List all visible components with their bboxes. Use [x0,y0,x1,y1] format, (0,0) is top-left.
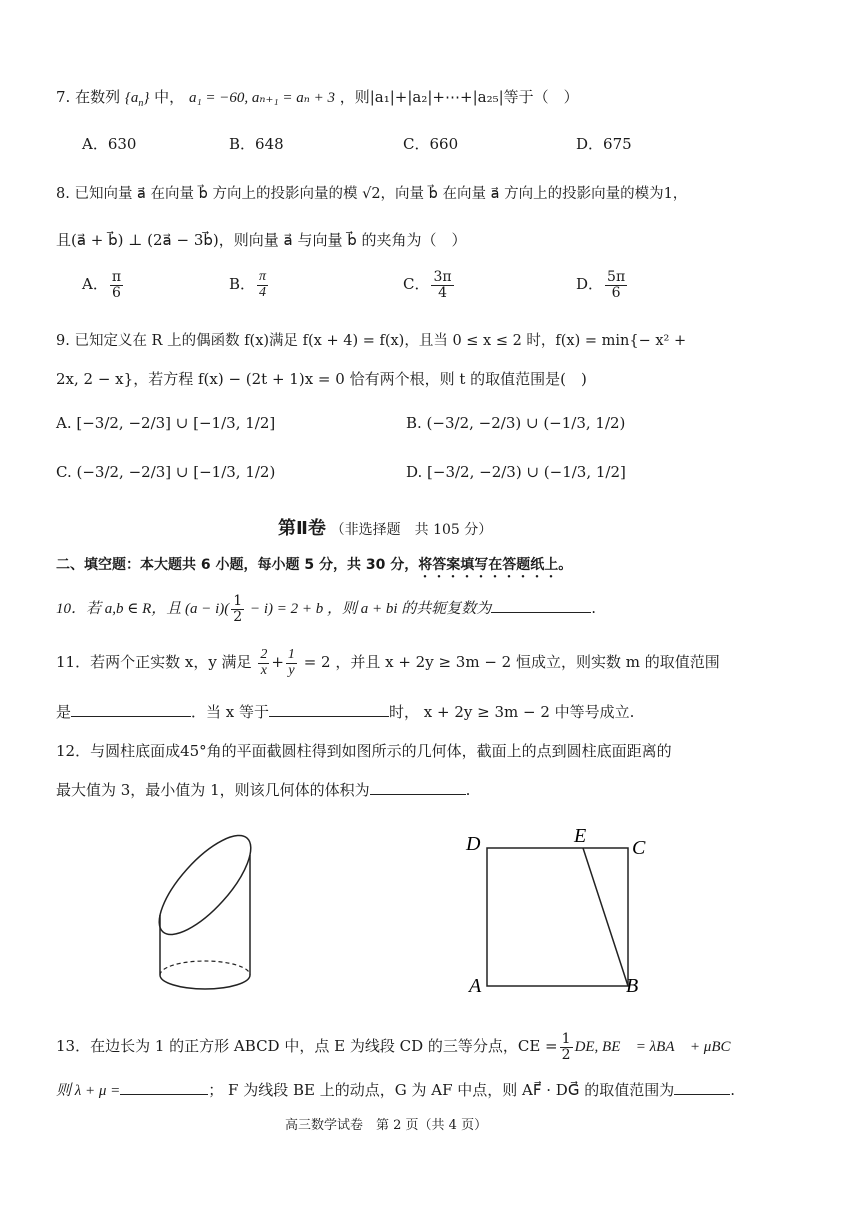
page-footer: 高三数学试卷 第 2 页（共 4 页） [285,1118,488,1133]
q12-line-2: 最大值为 3，最小值为 1，则该几何体的体积为 . [56,778,470,800]
q7-stem [56,86,579,109]
q7-choice-b: B．648 [229,135,284,153]
q13-line-1: 13．在边长为 1 的正方形 ABCD 中，点 E 为线段 CD 的三等分点，CE = $\frac{1}{2}$ DE, BE⃗ = λBA⃗ + μBC⃗ ， [56,1031,758,1063]
fill-in-instructions: 二、填空题：本大题共 6 小题，每小题 5 分，共 30 分，将答案填写在答题纸上。 [56,557,573,573]
q8-line-2: 且(a⃗ + b⃗) ⊥ (2a⃗ − 3b⃗)，则向量 a⃗ 与向量 b⃗ 的夹角为（ ） [56,231,467,249]
q10: 10．若 a,b ∈ R，且 (a − i)( $\frac{1}{2}$ − i) = 2 + b ，则 a + bi 的共轭复数为 . [56,593,597,625]
q7-choice-d: D．675 [576,135,632,153]
label-b: B [626,975,639,997]
label-a: A [469,975,482,997]
q12-answer-blank[interactable] [370,778,466,795]
q8-choice-a: A． $\frac{\pi}{6}$ [82,269,122,301]
q11-answer-blank-2[interactable] [269,700,389,717]
q9-choice-b: B. (−3/2, −2/3) ∪ (−1/3, 1/2) [406,414,626,432]
label-e: E [574,825,587,847]
section-2-title: 第Ⅱ卷 [278,518,326,539]
section-2-heading [278,514,492,540]
q12-line-1: 12．与圆柱底面成45°角的平面截圆柱得到如图所示的几何体，截面上的点到圆柱底面距离的 [56,742,672,760]
q7-seq: $\{a_n\}$ [124,90,150,109]
q13-answer-blank-2[interactable] [674,1078,730,1095]
q9-choice-c: C. (−3/2, −2/3] ∪ [−1/3, 1/2) [56,463,276,481]
q9-choice-d: D. [−3/2, −2/3) ∪ (−1/3, 1/2] [406,463,626,481]
q13-answer-blank-1[interactable] [120,1078,208,1095]
q7-condition: a₁ = −60, aₙ₊₁ = aₙ + 3 [188,90,335,106]
q13-line-2: 则 λ + μ = ； F 为线段 BE 上的动点，G 为 AF 中点，则 AF⃗ · DG⃗ 的取值范围为 . [56,1078,735,1100]
square-abcd-figure [460,820,660,1000]
q8-choice-c: C． $\frac{3\pi}{4}$ [403,269,452,301]
section-2-subtitle: （非选择题 共 105 分） [330,522,493,538]
q7-stem-prefix: 7. 在数列 [56,88,121,106]
label-c: C [632,837,646,859]
q8-line-1: 8. 已知向量 a⃗ 在向量 b⃗ 方向上的投影向量的模 √2，向量 b⃗ 在向量 a⃗ 方向上的投影向量的模为1， [56,186,688,202]
truncated-cylinder-figure [150,815,270,1005]
label-d: D [466,833,481,855]
q9-line-2: 2x, 2 − x}，若方程 f(x) − (2t + 1)x = 0 恰有两个根，则 t 的取值范围是( ) [56,370,587,388]
q10-answer-blank[interactable] [491,596,591,613]
q7-mid: 中， [154,88,185,106]
q11-line-1: 11．若两个正实数 x，y 满足 $\frac{2}{x}$ + $\frac{1}{y}$ = 2 ，并且 x + 2y ≥ 3m − 2 恒成立，则实数 m 的取值范围 [56,647,720,678]
q11-line-2: 是 ．当 x 等于 时， x + 2y ≥ 3m − 2 中等号成立. [56,700,634,722]
q7-choice-c: C．660 [403,135,459,153]
q8-choice-d: D． $\frac{5\pi}{6}$ [576,269,626,301]
q8-choice-b: B． $\frac{\pi}{4}$ [229,269,267,300]
q9-choice-a: A. [−3/2, −2/3] ∪ [−1/3, 1/2] [56,414,276,432]
q7-tail: ，则|a₁|+|a₂|+⋯+|a₂₅|等于（ ） [339,88,579,106]
q7-choice-a: A．630 [82,135,137,153]
q11-answer-blank-1[interactable] [71,700,191,717]
q9-line-1: 9. 已知定义在 R 上的偶函数 f(x)满足 f(x + 4) = f(x)，且当 0 ≤ x ≤ 2 时，f(x) = min{− x² + [56,333,687,349]
